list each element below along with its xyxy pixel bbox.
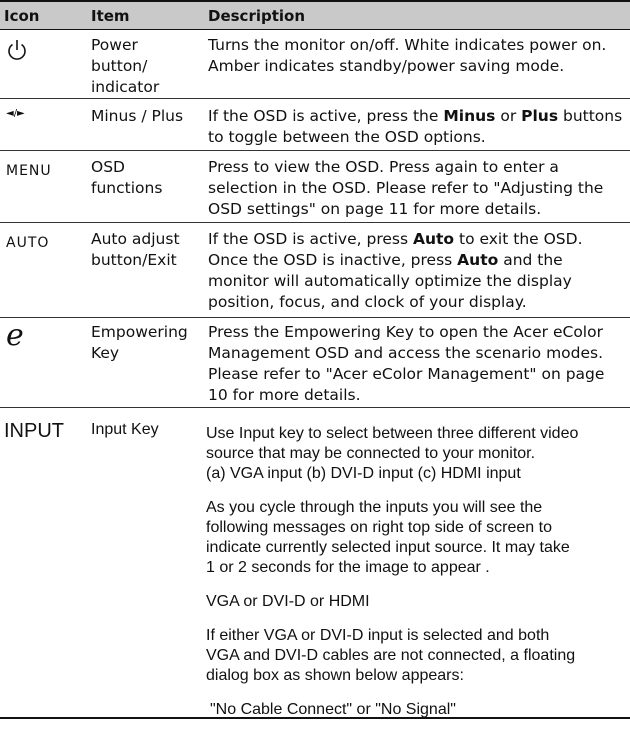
paragraph: "No Cable Connect" or "No Signal" xyxy=(210,701,456,718)
table-row-minus-plus xyxy=(0,99,630,151)
item-cell: Empowering Key xyxy=(91,323,188,362)
input-icon: INPUT xyxy=(4,420,64,442)
menu-icon: MENU xyxy=(6,163,52,179)
paragraph: VGA or DVI-D or HDMI xyxy=(206,593,370,610)
item-cell: Minus / Plus xyxy=(91,107,184,125)
table-row-osd xyxy=(0,151,630,223)
item-cell: Input Key xyxy=(91,421,159,438)
table-row-power xyxy=(0,30,630,99)
item-cell: Auto adjust button/Exit xyxy=(91,230,180,269)
description-cell xyxy=(206,424,628,734)
table-header xyxy=(0,0,630,30)
description-cell: Turns the monitor on/off. White indicates power on. Amber indicates standby/power saving mode. xyxy=(208,36,607,75)
auto-icon: AUTO xyxy=(6,235,50,251)
header-description: Description xyxy=(208,7,306,25)
description-cell: If the OSD is active, press Auto to exit the OSD. Once the OSD is inactive, press Auto and the monitor will automatically optimize the display position, focus, and clock of your display. xyxy=(208,230,583,311)
power-icon xyxy=(6,38,28,66)
description-cell: Press to view the OSD. Press again to enter a selection in the OSD. Please refer to "Adjusting the OSD settings" on page 11 for more details. xyxy=(208,158,604,218)
table-row-auto xyxy=(0,223,630,318)
table-row-empowering xyxy=(0,318,630,408)
item-cell: OSD functions xyxy=(91,158,163,197)
table-row-input xyxy=(0,408,630,717)
paragraph: If either VGA or DVI-D input is selected and both VGA and DVI-D cables are not connected, a floating dialog box as shown below appears: xyxy=(206,627,576,684)
bottom-rule xyxy=(0,717,630,719)
e-icon: e xyxy=(6,318,24,353)
description-cell: Press the Empowering Key to open the Acer eColor Management OSD and access the scenario modes. Please refer to "Acer eColor Management" on page 10 for more details. xyxy=(208,323,605,404)
paragraph: Use Input key to select between three different video source that may be connected to your monitor. (a) VGA input (b) DVI-D input (c) HDMI input xyxy=(206,425,579,482)
item-cell: Power button/ indicator xyxy=(91,36,160,96)
minus-plus-icon: ◄/► xyxy=(6,108,25,119)
paragraph: As you cycle through the inputs you will see the following messages on right top side of screen to indicate currently selected input source. It may take 1 or 2 seconds for the image to appear . xyxy=(206,499,570,576)
header-item: Item xyxy=(91,7,130,25)
description-cell: If the OSD is active, press the Minus or Plus buttons to toggle between the OSD options. xyxy=(208,107,623,146)
header-icon: Icon xyxy=(4,7,40,25)
